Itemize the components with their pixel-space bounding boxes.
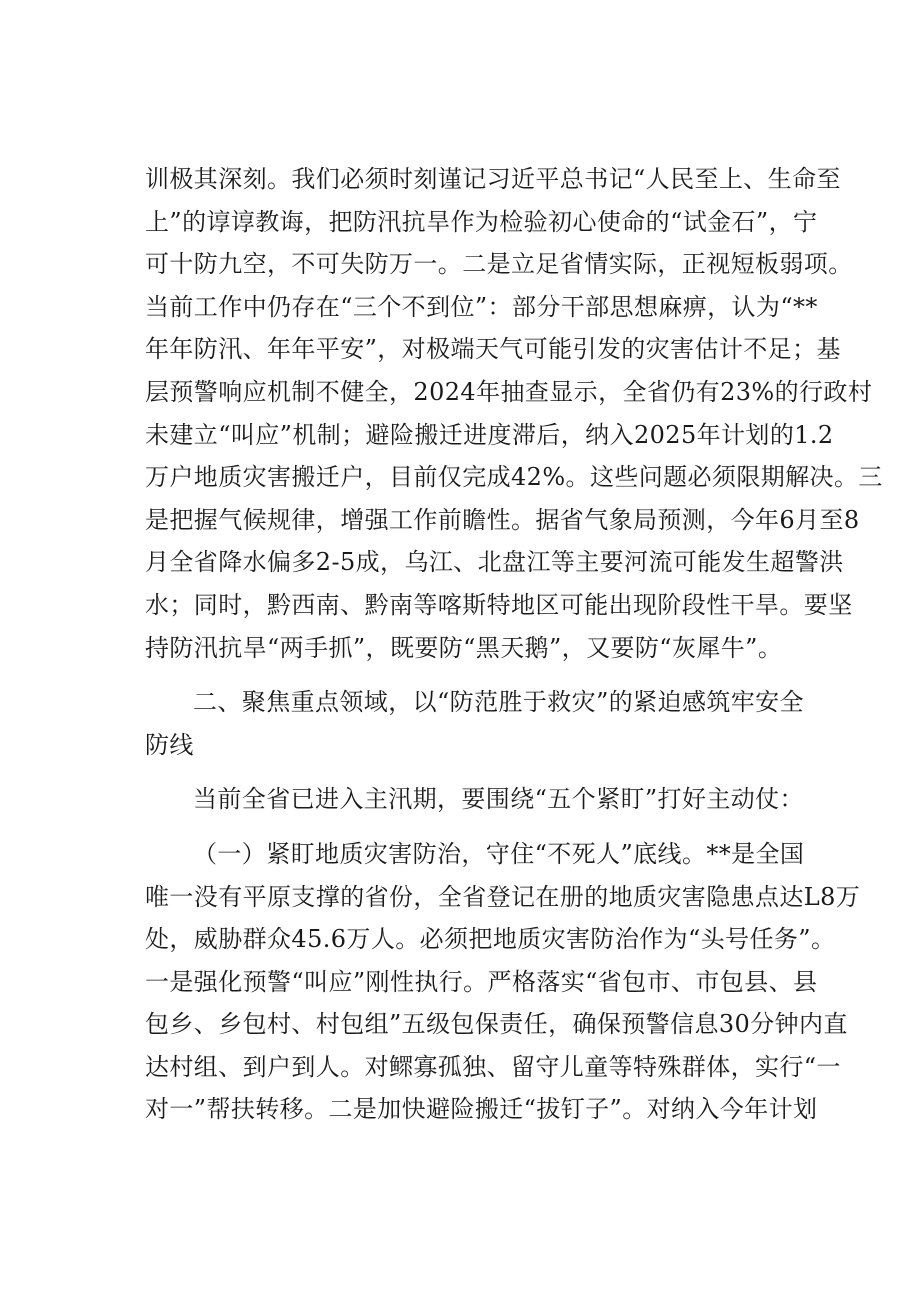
heading-line: 防线 — [145, 730, 194, 759]
text-line: 训极其深刻。我们必须时刻谨记习近平总书记“人民至上、生命至 — [145, 165, 841, 193]
paragraph-1 — [145, 158, 883, 669]
text-line: 当前全省已进入主汛期，要围绕“五个紧盯”打好主动仗： — [193, 785, 804, 814]
paragraph-gap — [145, 669, 795, 681]
paragraph-gap — [145, 766, 795, 778]
text-line: 持防汛抗旱“两手抓”，既要防“黑天鹅”，又要防“灰犀牛”。 — [145, 633, 783, 662]
text-line: 可十防九空，不可失防万一。二是立足省情实际，正视短板弱项。 — [145, 250, 853, 279]
text-line: 一是强化预警“叫应”刚性执行。严格落实“省包市、市包县、县 — [145, 967, 818, 996]
text-line: 水；同时，黔西南、黔南等喀斯特地区可能出现阶段性干旱。要坚 — [145, 590, 853, 619]
paragraph-3 — [145, 833, 861, 1131]
paragraph-2 — [145, 778, 804, 821]
text-line: 是把握气候规律，增强工作前瞻性。据省气象局预测，今年6月至8 — [145, 505, 860, 534]
text-line: 未建立“叫应”机制；避险搬迁进度滞后，纳入2025年计划的1.2 — [145, 420, 834, 449]
text-line: 包乡、乡包村、村包组”五级包保责任，确保预警信息30分钟内直 — [145, 1010, 848, 1039]
text-line: 年年防汛、年年平安”，对极端天气可能引发的灾害估计不足；基 — [145, 335, 841, 364]
text-line: 唯一没有平原支撑的省份，全省登记在册的地质灾害隐患点达L8万 — [145, 882, 861, 911]
document-body — [145, 158, 883, 1131]
text-line: 达村组、到户到人。对鳏寡孤独、留守儿童等特殊群体，实行“一 — [145, 1052, 841, 1081]
text-line: 月全省降水偏多2-5成，乌江、北盘江等主要河流可能发生超警洪 — [145, 548, 844, 577]
text-line: 上”的谆谆教诲，把防汛抗旱作为检验初心使命的“试金石”，宁 — [145, 207, 818, 236]
text-line: 层预警响应机制不健全，2024年抽查显示，全省仍有23%的行政村 — [145, 377, 873, 406]
paragraph-gap — [145, 821, 795, 833]
heading-line: 二、聚焦重点领域，以“防范胜于救灾”的紧迫感筑牢安全 — [193, 688, 804, 717]
text-line: 对一”帮扶转移。二是加快避险搬迁“拔钉子”。对纳入今年计划 — [145, 1095, 818, 1124]
section-heading-2 — [145, 681, 804, 766]
text-line: 处，威胁群众45.6万人。必须把地质灾害防治作为“头号任务”。 — [145, 925, 836, 954]
text-line: 万户地质灾害搬迁户，目前仅完成42%。这些问题必须限期解决。三 — [145, 463, 883, 492]
text-line: 当前工作中仍存在“三个不到位”：部分干部思想麻痹，认为“** — [145, 292, 818, 321]
text-line: （一）紧盯地质灾害防治，守住“不死人”底线。**是全国 — [193, 839, 805, 868]
